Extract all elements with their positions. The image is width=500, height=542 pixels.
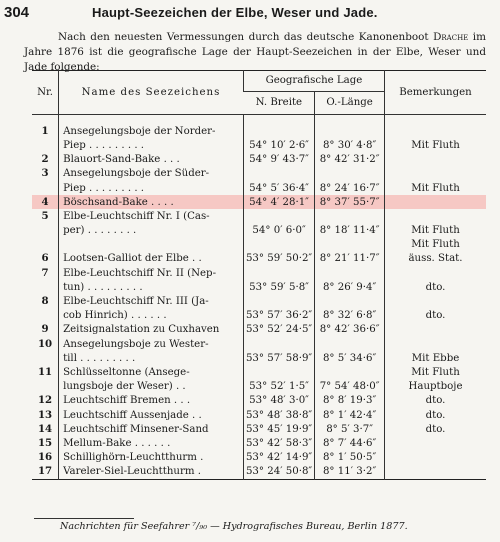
remark: [384, 436, 486, 450]
table-row: [32, 152, 486, 166]
longitude: 8° 5′ 3·7″: [315, 422, 385, 436]
latitude: 54° 0′ 6·0″: [243, 223, 314, 237]
longitude: 8° 42′ 31·2″: [315, 152, 385, 166]
beacon-name: till . . . . . . . . .: [59, 351, 244, 365]
longitude: 8° 5′ 34·6″: [315, 351, 385, 365]
col-header-lage: Geografische Lage: [243, 71, 384, 92]
longitude: [315, 167, 385, 181]
table-row: [32, 195, 486, 209]
remark: Hauptboje: [384, 379, 486, 393]
row-number: [32, 280, 59, 294]
latitude: 53° 42′ 14·9″: [243, 450, 314, 464]
longitude: 8° 37′ 55·7″: [315, 195, 385, 209]
beacon-name: Zeitsignalstation zu Cuxhaven: [59, 323, 244, 337]
latitude: 53° 59′ 50·2″: [243, 252, 314, 266]
row-number: 7: [41, 266, 49, 279]
row-number: 8: [41, 295, 49, 308]
remark: dto.: [384, 280, 486, 294]
col-header-name: Name des Seezeichens: [59, 71, 244, 115]
longitude: 8° 8′ 19·3″: [315, 394, 385, 408]
longitude: 8° 30′ 4·8″: [315, 138, 385, 152]
remark: Mit Fluth: [384, 138, 486, 152]
ship-name: Drache: [433, 31, 469, 43]
longitude: [315, 294, 385, 308]
latitude: 53° 52′ 1·5″: [243, 379, 314, 393]
page-number: 304: [4, 4, 30, 21]
latitude: [243, 167, 314, 181]
remark: [384, 124, 486, 138]
latitude: 53° 24′ 50·8″: [243, 465, 314, 480]
table-row: [32, 167, 486, 181]
remark: dto.: [384, 394, 486, 408]
table-row: [32, 280, 486, 294]
row-number: 1: [41, 124, 49, 137]
table-body: [32, 115, 486, 480]
beacon-name: Elbe-Leuchtschiff Nr. I (Cas-: [59, 209, 244, 223]
remark: [384, 294, 486, 308]
latitude: 53° 45′ 19·9″: [243, 422, 314, 436]
remark: [384, 209, 486, 223]
longitude: 8° 24′ 16·7″: [315, 181, 385, 195]
table-row: [32, 365, 486, 379]
remark: Mit Fluth: [384, 238, 486, 252]
beacon-name: Schlüsseltonne (Ansege-: [59, 365, 244, 379]
table-row: [32, 436, 486, 450]
row-number: 2: [41, 153, 49, 166]
beacon-name: cob Hinrich) . . . . . .: [59, 308, 244, 322]
longitude: [315, 209, 385, 223]
table-row: [32, 379, 486, 393]
beacon-name: tun) . . . . . . . . .: [59, 280, 244, 294]
latitude: 54° 5′ 36·4″: [243, 181, 314, 195]
longitude: [315, 238, 385, 252]
row-number: [32, 379, 59, 393]
longitude: 7° 54′ 48·0″: [315, 379, 385, 393]
longitude: [315, 124, 385, 138]
table-row: [32, 351, 486, 365]
remark: [384, 195, 486, 209]
intro-paragraph: [24, 30, 486, 75]
spacer-row: [32, 115, 486, 125]
table-row: [32, 337, 486, 351]
remark: [384, 266, 486, 280]
beacon-name: per) . . . . . . . .: [59, 223, 244, 237]
longitude: [315, 337, 385, 351]
longitude: [315, 365, 385, 379]
table-row: [32, 238, 486, 252]
remark: [384, 152, 486, 166]
table-row: [32, 124, 486, 138]
row-number: [32, 308, 59, 322]
longitude: [315, 266, 385, 280]
row-number: 4: [32, 195, 59, 209]
row-number: [32, 138, 59, 152]
remark: [384, 167, 486, 181]
beacon-name: Lootsen-Galliot der Elbe . .: [59, 252, 244, 266]
remark: äuss. Stat.: [384, 252, 486, 266]
beacon-name: Ansegelungsboje der Süder-: [59, 167, 244, 181]
latitude: [243, 266, 314, 280]
beacon-name: Ansegelungsboje der Norder-: [59, 124, 244, 138]
latitude: 53° 57′ 36·2″: [243, 308, 314, 322]
table-row: [32, 266, 486, 280]
beacon-name: Piep . . . . . . . . .: [59, 181, 244, 195]
latitude: [243, 238, 314, 252]
remark: Mit Fluth: [384, 365, 486, 379]
table-row: [32, 308, 486, 322]
beacon-name: Mellum-Bake . . . . . .: [59, 436, 244, 450]
beacon-name: Leuchtschiff Bremen . . .: [59, 394, 244, 408]
remark: dto.: [384, 408, 486, 422]
table-row: [32, 394, 486, 408]
row-number: [32, 223, 59, 237]
beacon-name: Schillighörn-Leuchtthurm .: [59, 450, 244, 464]
beacon-name: Vareler-Siel-Leuchtthurm .: [59, 465, 244, 480]
beacon-name: Elbe-Leuchtschiff Nr. III (Ja-: [59, 294, 244, 308]
latitude: 53° 52′ 24·5″: [243, 323, 314, 337]
longitude: 8° 21′ 11·7″: [315, 252, 385, 266]
beacon-name: Leuchtschiff Minsener-Sand: [59, 422, 244, 436]
row-number: 14: [37, 422, 53, 435]
col-header-nr: Nr.: [32, 71, 59, 115]
row-number: 9: [41, 323, 49, 336]
latitude: 53° 42′ 58·3″: [243, 436, 314, 450]
table-row: [32, 323, 486, 337]
latitude: 53° 57′ 58·9″: [243, 351, 314, 365]
row-number: 16: [37, 451, 53, 464]
col-header-bemerkungen: Bemerkungen: [384, 71, 486, 115]
footer-rule: [34, 518, 134, 519]
longitude: 8° 11′ 3·2″: [315, 465, 385, 480]
table-row: [32, 223, 486, 237]
latitude: 53° 48′ 38·8″: [243, 408, 314, 422]
remark: [384, 323, 486, 337]
col-header-laenge: O.-Länge: [315, 92, 385, 115]
beacon-name: Böschsand-Bake . . . .: [59, 195, 244, 209]
latitude: 53° 48′ 3·0″: [243, 394, 314, 408]
table-row: [32, 294, 486, 308]
table-row: [32, 138, 486, 152]
row-number: [32, 238, 59, 252]
table-row: [32, 252, 486, 266]
latitude: 54° 4′ 28·1″: [243, 195, 314, 209]
intro-text-2: im Jahre 1876 ist die geografische Lage der Haupt-Seezeichen in der Elbe, Weser und Jade folgende:: [24, 31, 486, 73]
beacon-name: [59, 238, 244, 252]
table-row: [32, 181, 486, 195]
table-row: [32, 209, 486, 223]
row-number: 12: [37, 394, 53, 407]
latitude: 54° 9′ 43·7″: [243, 152, 314, 166]
longitude: 8° 1′ 50·5″: [315, 450, 385, 464]
remark: dto.: [384, 422, 486, 436]
longitude: 8° 42′ 36·6″: [315, 323, 385, 337]
remark: Mit Fluth: [384, 223, 486, 237]
latitude: [243, 124, 314, 138]
row-number: [32, 181, 59, 195]
table-row: [32, 465, 486, 480]
page-title: Haupt-Seezeichen der Elbe, Weser und Jade.: [92, 5, 378, 20]
footer-source: Nachrichten für Seefahrer ⁷/₉₀ — Hydrografisches Bureau, Berlin 1877.: [60, 521, 408, 532]
beacon-name: Blauort-Sand-Bake . . .: [59, 152, 244, 166]
row-number: 6: [41, 252, 49, 265]
longitude: 8° 32′ 6·8″: [315, 308, 385, 322]
row-number: 17: [37, 465, 53, 478]
longitude: 8° 26′ 9·4″: [315, 280, 385, 294]
beacon-name: Piep . . . . . . . . .: [59, 138, 244, 152]
latitude: 53° 59′ 5·8″: [243, 280, 314, 294]
beacon-table: [32, 70, 486, 480]
beacon-name: Elbe-Leuchtschiff Nr. II (Nep-: [59, 266, 244, 280]
remark: [384, 465, 486, 480]
row-number: 13: [37, 408, 53, 421]
table-row: [32, 450, 486, 464]
longitude: 8° 18′ 11·4″: [315, 223, 385, 237]
beacon-name: lungsboje der Weser) . .: [59, 379, 244, 393]
longitude: 8° 1′ 42·4″: [315, 408, 385, 422]
latitude: [243, 337, 314, 351]
latitude: [243, 365, 314, 379]
row-number: 5: [41, 209, 49, 222]
row-number: 15: [37, 436, 53, 449]
longitude: 8° 7′ 44·6″: [315, 436, 385, 450]
col-header-breite: N. Breite: [243, 92, 314, 115]
table-row: [32, 408, 486, 422]
page-header: [0, 0, 500, 26]
remark: Mit Fluth: [384, 181, 486, 195]
latitude: 54° 10′ 2·6″: [243, 138, 314, 152]
remark: [384, 337, 486, 351]
remark: dto.: [384, 308, 486, 322]
table-row: [32, 422, 486, 436]
remark: Mit Ebbe: [384, 351, 486, 365]
row-number: 3: [41, 167, 49, 180]
latitude: [243, 209, 314, 223]
row-number: [32, 351, 59, 365]
beacon-name: Leuchtschiff Aussenjade . .: [59, 408, 244, 422]
beacon-name: Ansegelungsboje zu Wester-: [59, 337, 244, 351]
latitude: [243, 294, 314, 308]
row-number: 11: [37, 365, 53, 378]
row-number: 10: [37, 337, 53, 350]
intro-text-1: Nach den neuesten Vermessungen durch das deutsche Kanonenboot: [58, 31, 429, 43]
remark: [384, 450, 486, 464]
